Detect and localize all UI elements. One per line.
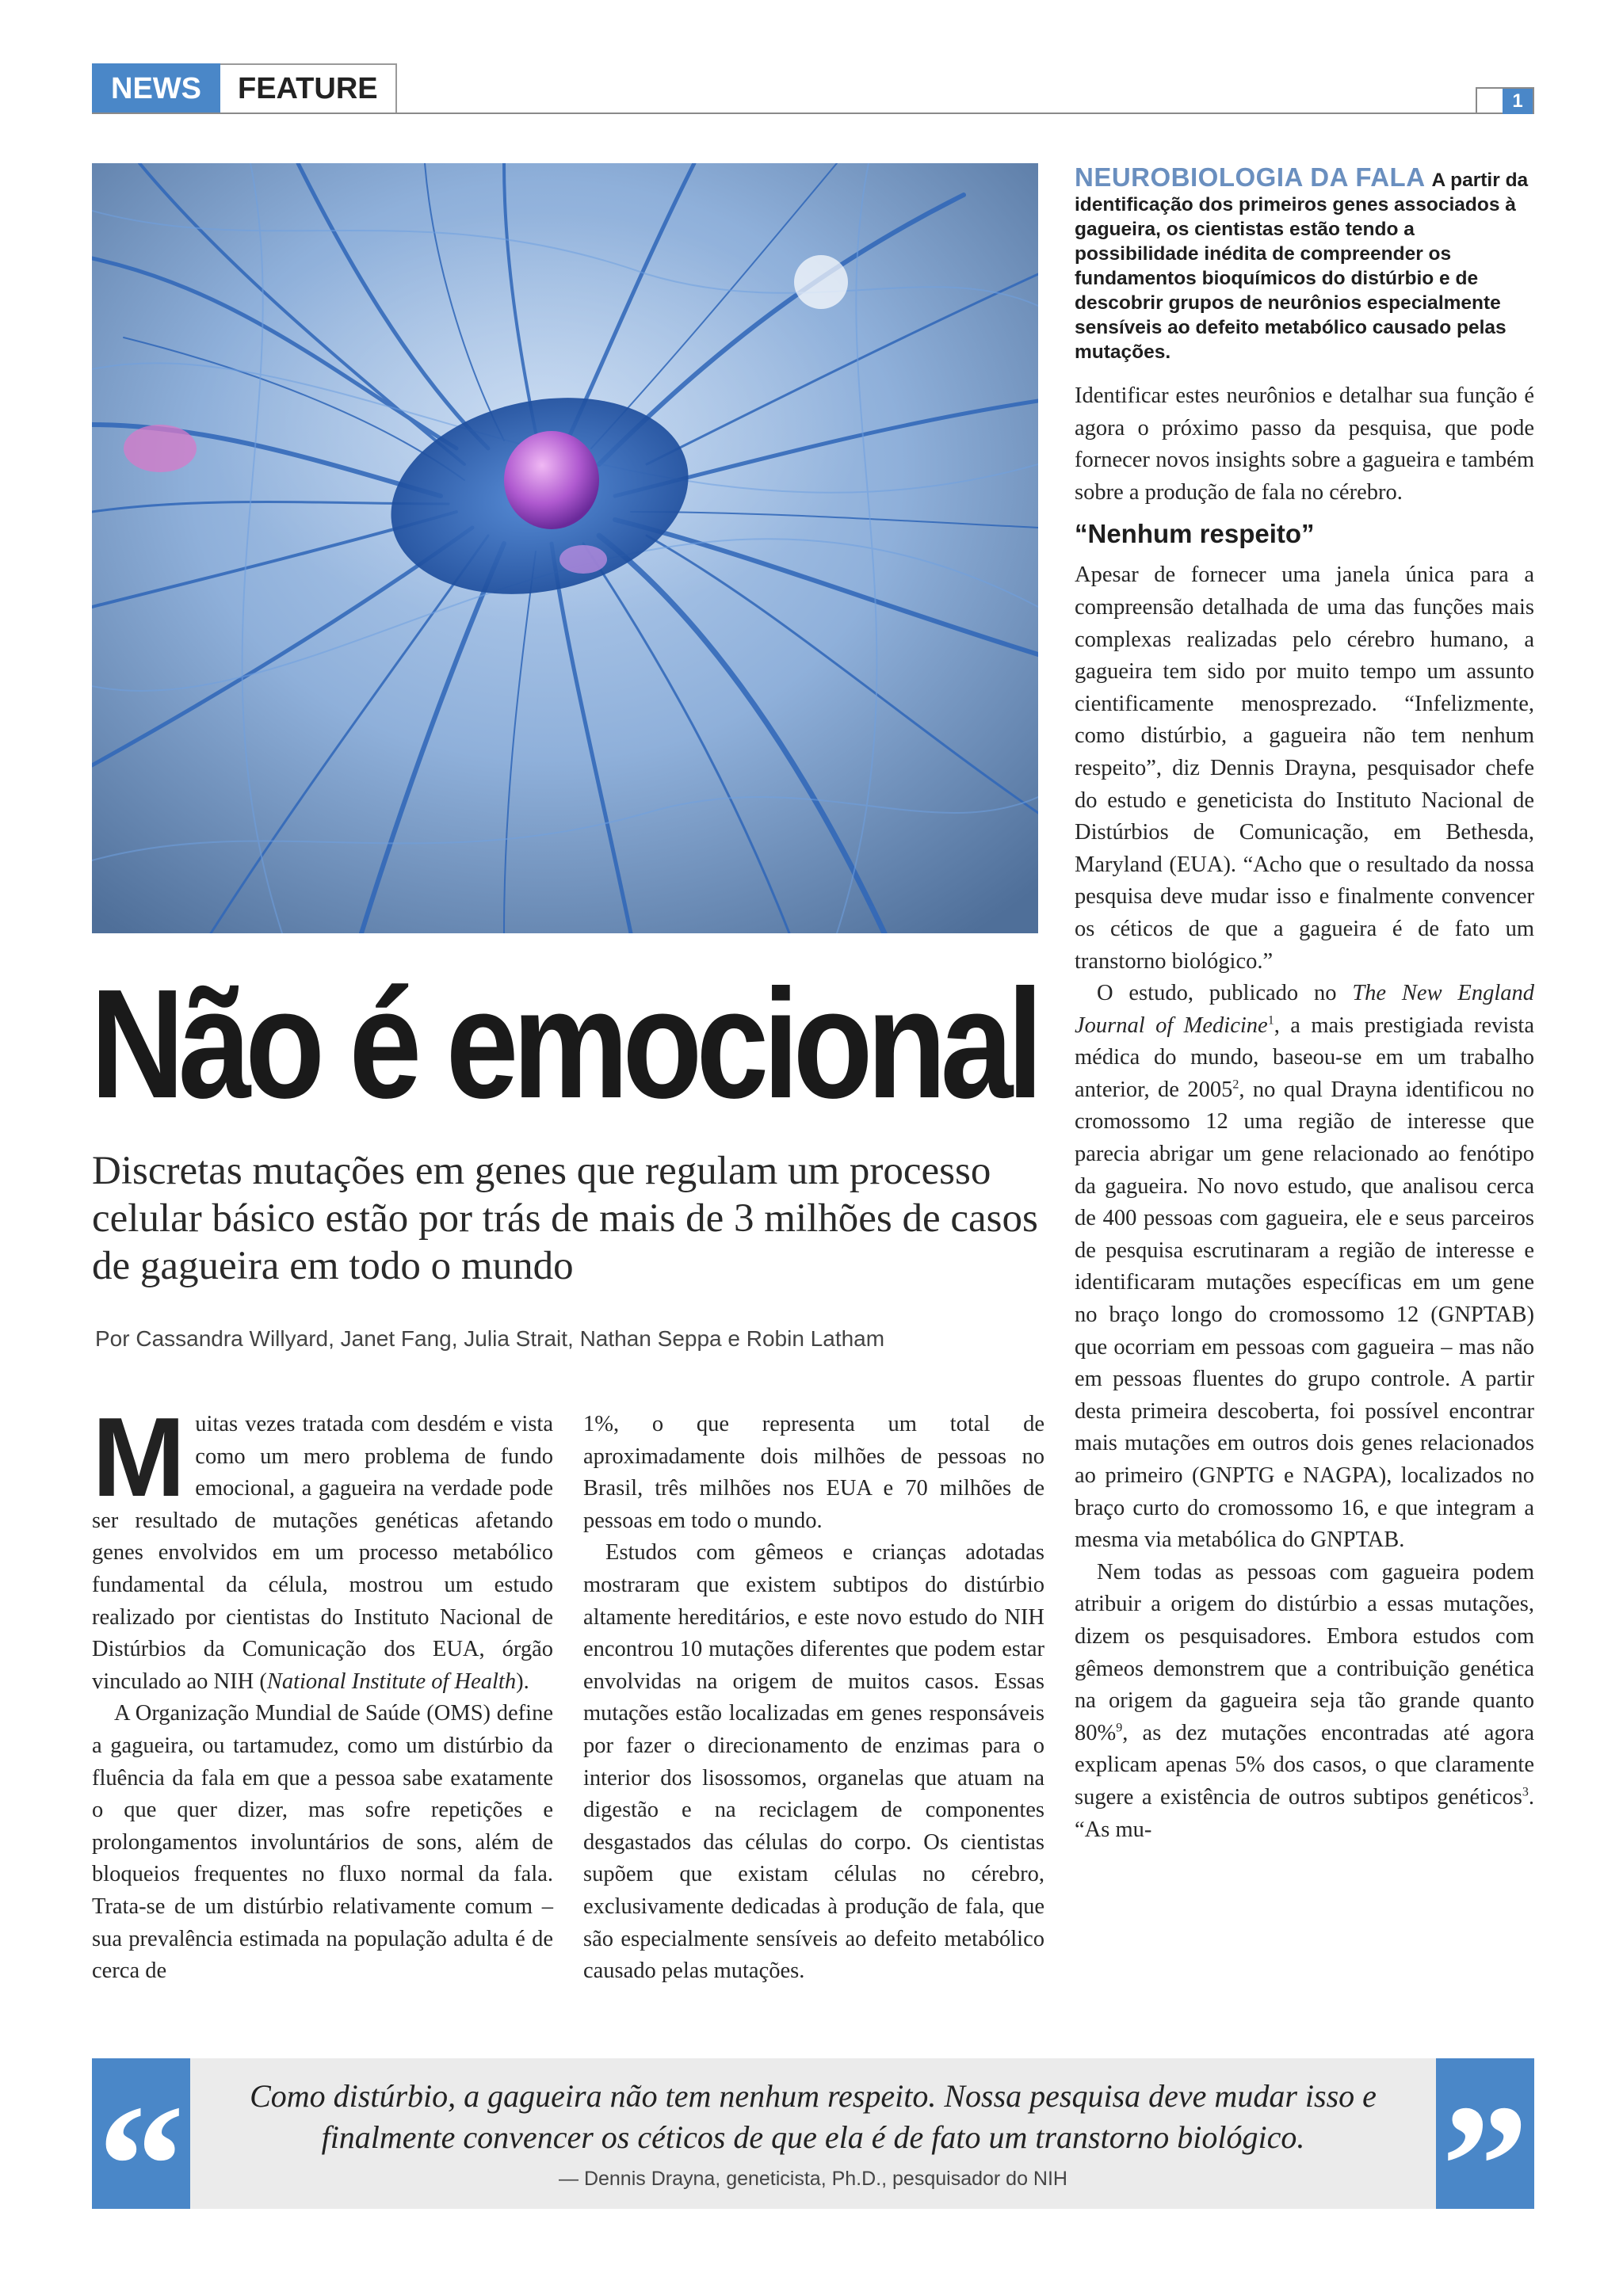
journal-name: The New England Journal of Medicine <box>1075 981 1534 1038</box>
pull-quote-attribution: — Dennis Drayna, geneticista, Ph.D., pesquisador do NIH <box>559 2168 1067 2190</box>
tab-feature: FEATURE <box>220 63 397 114</box>
footnote-ref: 1 <box>1267 1013 1274 1028</box>
paragraph <box>1075 1557 1534 1846</box>
pull-quote <box>92 2058 1534 2209</box>
body-column-2 <box>583 1409 1044 1988</box>
intro-text: A partir da identificação dos primeiros genes associados à gagueira, os cientistas estão tendo a possibilidade inédita de compreender os fundamentos bioquímicos do distúrbio e de descobrir grupos de neurônios especialmente sensíveis ao defeito metabólico causado pelas mutações. <box>1075 170 1529 363</box>
page-number: 1 <box>1503 89 1533 114</box>
tab-news: NEWS <box>92 63 220 114</box>
paragraph: Apesar de fornecer uma janela única para a compreensão detalhada de uma das funções mais complexas realizadas pelo cérebro humano, a gagueira tem sido por muito tempo um assunto cientificamente menosprezado. “Infelizmente, como distúrbio, a gagueira não tem nenhum respeito”, diz Dennis Drayna, pesquisador chefe do estudo e geneticista do Instituto Nacional de Distúrbios de Comunicação, em Bethesda, Maryland (EUA). “Acho que o resultado da nossa pesquisa deve mudar isso e finalmente convencer os céticos de que a gagueira é de fato um transtorno biológico.” <box>1075 563 1534 974</box>
paragraph <box>92 1394 553 1698</box>
paragraph-text: , no qual Drayna identificou no cromossomo 12 uma região de interesse que parecia abrigar um gene relacionado ao fenótipo da gagueira. No novo estudo, que analisou cerca de 400 pessoas com gagueira, ele e seus parceiros de pesquisa escrutinaram a região de interesse e identificaram mutações específicas em um gene no braço longo do cromossomo 12 (GNPTAB) que ocorriam em pessoas com gagueira – mas não em pessoas fluentes do grupo controle. A partir desta primeira descoberta, foi possível encontrar mais mutações em outros dois genes relacionados ao primeiro (GNPTG e NAGPA), localizados no braço curto do cromossomo 16, e que integram a mesma via metabólica do GNPTAB. <box>1075 1077 1534 1553</box>
paragraph-italic: National Institute of Health <box>266 1669 517 1694</box>
paragraph-text: . “As mu- <box>1075 1784 1534 1842</box>
header-rule <box>92 113 1534 114</box>
paragraph-text: O estudo, publicado no <box>1097 981 1353 1006</box>
footnote-ref: 3 <box>1522 1785 1529 1799</box>
paragraph: A Organização Mundial de Saúde (OMS) define a gagueira, ou tartamudez, como um distúrbio da fluência da fala em que a pessoa sabe exatamente o que quer dizer, mas sofre repetições e prolongamentos involuntários de sons, além de bloqueios frequentes no fluxo normal da fala. Trata-se de um distúrbio relativamente comum – sua prevalência estimada na população adulta é de cerca de <box>92 1701 553 1984</box>
neuron-illustration <box>92 163 1038 933</box>
body-column-3 <box>1075 380 1534 1846</box>
paragraph-text: ). <box>516 1669 529 1694</box>
close-quote-icon: ” <box>1436 2058 1534 2209</box>
body-column-1 <box>92 1394 553 1988</box>
article-subtitle: Discretas mutações em genes que regulam um processo celular básico estão por trás de mais de 3 milhões de casos de gagueira em todo o mundo <box>92 1149 1038 1288</box>
paragraph: Identificar estes neurônios e detalhar sua função é agora o próximo passo da pesquisa, que pode fornecer novos insights sobre a gagueira e também sobre a produção de fala no cérebro. <box>1075 383 1534 505</box>
paragraph-text: uitas vezes tratada com desdém e vista como um mero problema de fundo emocional, a gagueira na verdade pode ser resultado de mutações genéticas afetando genes envolvidos em um processo metabólico fundamental da célula, mostrou um estudo realizado por cientistas do Instituto Nacional de Distúrbios da Comunicação dos EUA, órgão vinculado ao NIH ( <box>92 1412 553 1694</box>
section-tabs <box>92 63 397 114</box>
paragraph-text: Nem todas as pessoas com gagueira podem atribuir a origem do distúrbio a essas mutações, dizem os pesquisadores. Embora estudos com gêmeos demonstrem que a contribuição genética na origem da gagueira seja tão grande quanto 80% <box>1075 1559 1534 1745</box>
section-subhead: “Nenhum respeito” <box>1075 519 1315 549</box>
pull-quote-text: Como distúrbio, a gagueira não tem nenhum respeito. Nossa pesquisa deve mudar isso e finalmente convencer os céticos de que ela é de fato um transtorno biológico. <box>250 2078 1377 2155</box>
byline: Por Cassandra Willyard, Janet Fang, Julia Strait, Nathan Seppa e Robin Latham <box>95 1326 885 1351</box>
paragraph-text: , as dez mutações encontradas até agora explicam apenas 5% dos casos, o que claramente sugere a existência de outros subtipos genéticos <box>1075 1720 1534 1810</box>
article-title: Não é emocional <box>90 957 1037 1131</box>
open-quote-icon: “ <box>92 2058 190 2209</box>
intro-summary <box>1075 162 1534 364</box>
intro-kicker: NEUROBIOLOGIA DA FALA <box>1075 162 1426 192</box>
paragraph <box>1075 978 1534 1557</box>
footnote-ref: 2 <box>1232 1077 1239 1092</box>
paragraph-text: , a mais prestigiada revista médica do mundo, baseou-se em um trabalho anterior, de 2005 <box>1075 1013 1534 1102</box>
paragraph: Estudos com gêmeos e crianças adotadas mostraram que existem subtipos do distúrbio altamente hereditários, e este novo estudo do NIH encontrou 10 mutações diferentes que podem estar envolvidas na origem de muitos casos. Essas mutações estão localizadas em genes responsáveis por fazer o direcionamento de enzimas para o interior dos lisossomos, organelas que atuam na digestão e na reciclagem de componentes desgastados das células do corpo. Os cientistas supõem que existam células no cérebro, exclusivamente dedicadas à produção de fala, que são especialmente sensíveis ao defeito metabólico causado pelas mutações. <box>583 1540 1044 1984</box>
paragraph: 1%, o que representa um total de aproximadamente dois milhões de pessoas no Brasil, três milhões nos EUA e 70 milhões de pessoas em todo o mundo. <box>583 1412 1044 1533</box>
footnote-ref: 9 <box>1116 1721 1123 1735</box>
drop-cap: M <box>92 1394 186 1520</box>
hero-image <box>92 163 1038 933</box>
page-number-box <box>1476 87 1534 114</box>
